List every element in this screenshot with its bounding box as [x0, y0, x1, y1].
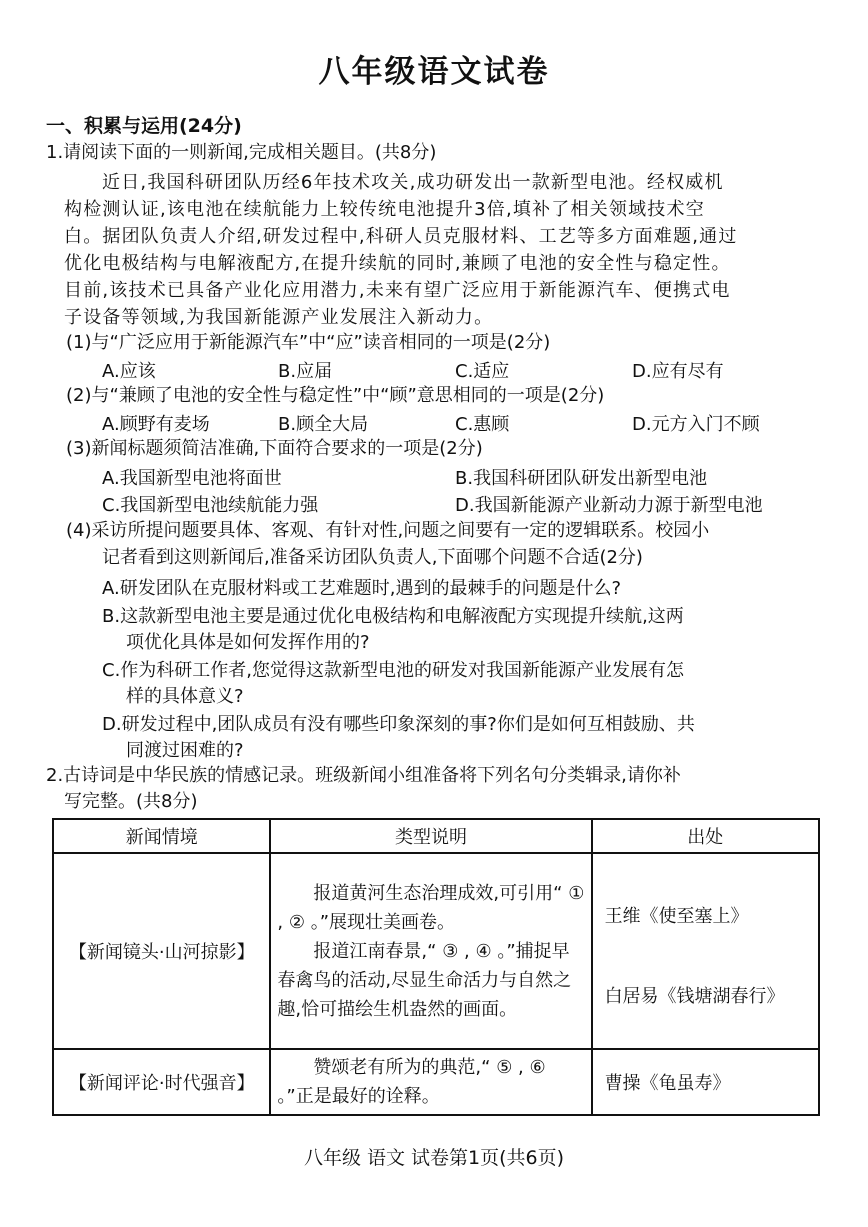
option-b: B.顾全大局: [278, 414, 369, 435]
sub-question-2: (2)与“兼顾了电池的安全性与稳定性”中“顾”意思相同的一项是(2分): [66, 385, 605, 406]
option-d: D.我国新能源产业新动力源于新型电池: [455, 495, 763, 516]
source-cell: 曹操《龟虽寿》: [592, 1049, 819, 1115]
option-c: C.我国新型电池续航能力强: [102, 495, 319, 516]
sub-question-4-line: (4)采访所提问题要具体、客观、有针对性,问题之间要有一定的逻辑联系。校园小: [66, 520, 710, 541]
option-c: C.作为科研工作者,您觉得这款新型电池的研发对我国新能源产业发展有怎: [102, 660, 685, 681]
question-2-stem: 2.古诗词是中华民族的情感记录。班级新闻小组准备将下列名句分类辑录,请你补: [46, 765, 681, 786]
situation-cell: 【新闻评论·时代强音】: [53, 1049, 270, 1115]
table-row: [53, 1049, 819, 1115]
news-line: 近日,我国科研团队历经6年技术攻关,成功研发出一款新型电池。经权威机: [102, 172, 724, 193]
col-header-situation: 新闻情境: [53, 819, 270, 853]
source-text: 王维《使至塞上》: [604, 906, 749, 927]
page-footer: 八年级 语文 试卷第1页(共6页): [303, 1147, 565, 1169]
source-text: 白居易《钱塘湖春行》: [604, 986, 785, 1007]
option-b: B.我国科研团队研发出新型电池: [455, 468, 708, 489]
option-c: C.适应: [455, 361, 510, 382]
option-a: A.我国新型电池将面世: [102, 468, 282, 489]
option-d: D.元方入门不顾: [632, 414, 760, 435]
description-text: 报道黄河生态治理成效,可引用“ ① , ② 。”展现壮美画卷。: [277, 882, 585, 933]
col-header-description: 类型说明: [270, 819, 591, 853]
sub-question-4-line: 记者看到这则新闻后,准备采访团队负责人,下面哪个问题不合适(2分): [102, 547, 643, 568]
option-c-cont: 样的具体意义?: [126, 686, 244, 707]
question-2-stem-cont: 写完整。(共8分): [64, 791, 198, 812]
col-header-source: 出处: [592, 819, 819, 853]
section-heading: 一、积累与运用(24分): [46, 115, 242, 137]
table-header-row: [53, 819, 819, 853]
description-text: 赞颂老有所为的典范,“ ⑤ , ⑥ 。”正是最好的诠释。: [277, 1057, 546, 1107]
description-cell: [270, 1049, 591, 1115]
source-cell: [592, 853, 819, 1049]
description-text: 报道江南春景,“ ③ , ④ 。”捕捉早春禽鸟的活动,尽显生命活力与自然之趣,恰可描绘生机盎然的画面。: [277, 940, 572, 1020]
poetry-table: [52, 818, 820, 1116]
news-line: 构检测认证,该电池在续航能力上较传统电池提升3倍,填补了相关领域技术空: [64, 199, 705, 220]
option-a: A.顾野有麦场: [102, 414, 210, 435]
option-a: A.研发团队在克服材料或工艺难题时,遇到的最棘手的问题是什么?: [102, 578, 621, 599]
option-b-cont: 项优化具体是如何发挥作用的?: [126, 632, 370, 653]
option-b: B.这款新型电池主要是通过优化电极结构和电解液配方实现提升续航,这两: [102, 606, 684, 627]
question-1-stem: 1.请阅读下面的一则新闻,完成相关题目。(共8分): [46, 142, 437, 163]
news-line: 子设备等领域,为我国新能源产业发展注入新动力。: [64, 307, 494, 328]
option-d-cont: 同渡过困难的?: [126, 740, 244, 761]
option-c: C.惠顾: [455, 414, 510, 435]
situation-cell: 【新闻镜头·山河掠影】: [53, 853, 270, 1049]
news-line: 白。据团队负责人介绍,研发过程中,科研人员克服材料、工艺等多方面难题,通过: [64, 226, 738, 247]
option-a: A.应该: [102, 361, 156, 382]
page-title: 八年级语文试卷: [318, 54, 550, 90]
table-row: [53, 853, 819, 1049]
option-d: D.研发过程中,团队成员有没有哪些印象深刻的事?你们是如何互相鼓励、共: [102, 714, 695, 735]
option-d: D.应有尽有: [632, 361, 724, 382]
description-cell: [270, 853, 591, 1049]
news-line: 目前,该技术已具备产业化应用潜力,未来有望广泛应用于新能源汽车、便携式电: [64, 280, 731, 301]
option-b: B.应届: [278, 361, 333, 382]
news-line: 优化电极结构与电解液配方,在提升续航的同时,兼顾了电池的安全性与稳定性。: [64, 253, 731, 274]
sub-question-1: (1)与“广泛应用于新能源汽车”中“应”读音相同的一项是(2分): [66, 332, 551, 353]
sub-question-3: (3)新闻标题须简洁准确,下面符合要求的一项是(2分): [66, 438, 483, 459]
